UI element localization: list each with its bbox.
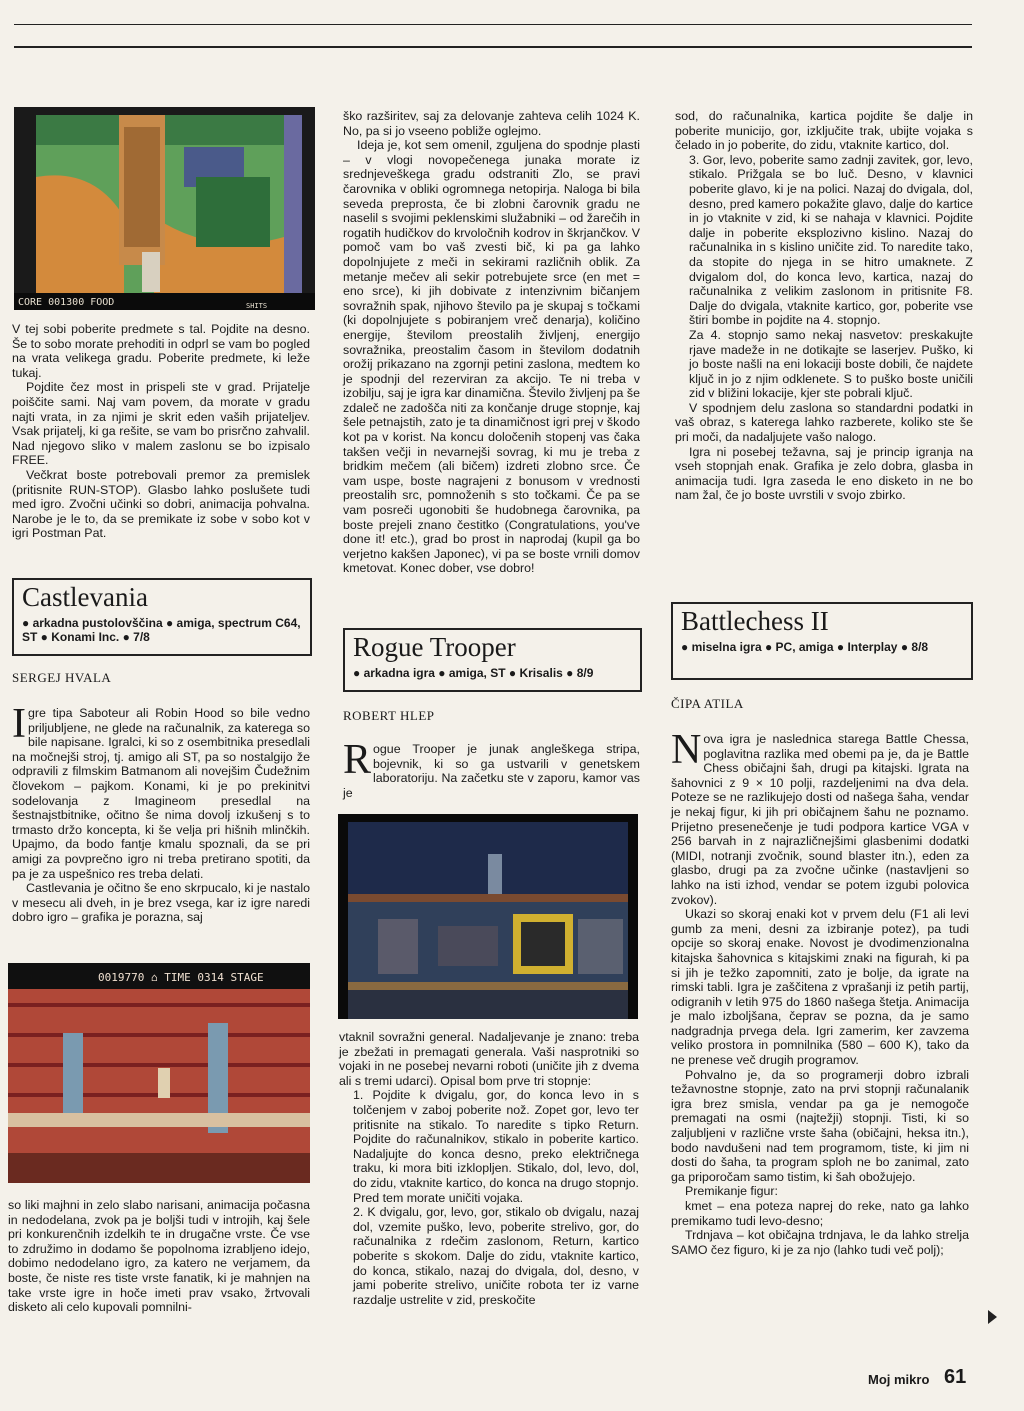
battlechess-header-box: [671, 602, 973, 680]
footer-magazine: Moj mikro: [868, 1372, 930, 1387]
paragraph: Pojdite čez most in prispeli ste v grad. Prijatelje poiščite sami. Naj vam povem, da morate v gradu najti vrata, in za njimi je skrit eden vaših prijateljev. Vsak prijatelj, ki ga rešite, se vam bo prisrčno zahvalil. Nad njegovo sliko v malem zaslonu se bo izpisalo FREE.: [12, 380, 310, 468]
hud-castlevania: 0019770 ⌂ TIME 0314 STAGE: [98, 971, 264, 984]
top-rule-thick: [14, 46, 972, 48]
top-rule: [14, 24, 972, 25]
castlevania-screenshot: [8, 963, 310, 1183]
paragraph: Ukazi so skoraj enaki kot v prvem delu (F1 ali levi gumb za meni, desni za izbiranje potez), pa tudi opcije so skoraj enake. Novost je dvodimenzionalna kitajska šahovnica s kitajskimi znaki na figurah, ki pa si jih je težko zapomniti, zato je bolje, da igrate na rimski tabli. Igra je zaščitena z vprašanji iz petih partij, odigranih v letih 975 do 1860 našega štetja. Animacija je malo izboljšana, čeprav se pozna, da je samo nadgradnja prvega dela. Igri zamerim, ker zavzema veliko prostora in pomnilnika (580 – 600 K), tako da ne prenese več drugih programov.: [671, 907, 969, 1068]
rogue-trooper-header-box: [343, 628, 642, 692]
rogue-trooper-text-continued: [339, 1030, 639, 1307]
battlechess-text: [671, 727, 969, 1257]
continue-arrow-icon: [988, 1310, 997, 1324]
hud-score: CORE 001300 FOOD: [18, 297, 115, 308]
paragraph: V tej sobi poberite predmete s tal. Pojdite na desno. Še to sobo morate prehoditi in odprl se vam bo pogled na vrata velikega gradu. Poberite predmete, ki leže tukaj.: [12, 322, 310, 380]
hud-label: SHITS: [246, 302, 268, 310]
paragraph: Trdnjava – kot običajna trdnjava, le da lahko strelja SAMO čez figuro, ki je za njo (lahko tudi več polj);: [671, 1228, 969, 1257]
paragraph: Igre tipa Saboteur ali Robin Hood so bile vedno priljubljene, ne glede na računalnik, za katerega so bile napisane. Igralci, ki so z osembitnika presedlali na močnejši stroj, tj. amigo ali ST, pa so nostalgijo že odpravili z filmskim Batmanom ali novejšim Čudežnim človekom – pajkom. Konami, ki je po prekinitvi sodelovanja z Imagineom presedlal na šestnajstbitnike, očitno še nima dovolj izkušenj s to trmasto držo koncepta, ki še velja pri hišnih mlinčkih. Upajmo, da bodo fantje kmalu spoznali, da se pri amigi za povprečno igro ni treba pretirano spotiti, da pa je za uspešnico res treba delati.: [12, 701, 310, 881]
article-meta: ● arkadna pustolovščina ● amiga, spectrum C64, ST ● Konami Inc. ● 7/8: [22, 616, 301, 644]
game-screenshot-top-art: [14, 107, 315, 310]
paragraph: Večkrat boste potrebovali premor za premislek (pritisnite RUN-STOP). Glasbo lahko poslušete tudi med igro. Zvočni učinki so dobri, animacija pohvalna. Narobe je le to, da se premikate iz sobe v sobo kot v igri Postman Pat.: [12, 467, 310, 541]
list-item: Za 4. stopnjo samo nekaj nasvetov: preskakujte rjave madeže in ne dotikajte se laserjev. Puško, ki jo boste našli na eni lokaciji boste dobili, če najdete ključ in jo z njim odklenete. S to puško boste uničili zid v bližini lokacije, kjer ste pobrali ključ.: [689, 327, 973, 401]
list-item: 3. Gor, levo, poberite samo zadnji zavitek, gor, levo, stikalo. Prižgala se bo luč. Desno, v klavnici poberite glavo, ki je na polici. Nazaj do dvigala, dol, desno, pred kamero pokažite glavo, dalje do kartice in jo vtaknite v zid, ki se nahaja v klavnici. Pojdite dalje in poberite eksplozivno kislino. Nazaj do računalnika in s kislino uničite zid. To naredite tako, da stopite do njega in se hitro umaknete. Z dvigalom dol, do konca levo, kartica, nazaj do računalnika z velikim zaslonom in pritisnite F8. Dalje do dvigala, vtaknite kartico, gor, poberite vse štiri bombe in pojdite na 4. stopnjo.: [689, 152, 973, 328]
paragraph: Ideja je, kot sem omenil, zguljena do spodnje plasti – v vlogi novopečenega junaka morate iz srednjeveškega gradu odstraniti Zlo, se pravi čarovnika v obliki ogromnega netopirja. Naloga bi bila seveda preprosta, če bi zlobni čarovnik gradu ne naselil s svojimi peklenskimi služabniki – od žarečih in rogatih hudičkov do krvoločnih kodrov in škrjančkov. V pomoč vam bo vaš zvesti bič, ki pa ga lahko dopolnjujete z meči in sekirami različnih oblik. Za metanje mečev ali sekir potrebujete srce (en met = eno srce), ki jih dobivate z intenzivnim bičanjem sovražnih spak, njihovo število pa je skupaj s točkami (ki dopolnjujete s pobiranjem vreč denarja), količino energije, številom preostalih življenj, energijo sovražnika, preostalim časom in številom dodatnih orožij prikazano na zgornji petini zaslona, medtem ko je spodnji del rezerviran za akcijo. Te ni treba v izobilju, saj je igra kar dinamična. Število življenj pa še zdaleč ne zadošča niti za končanje druge stopnje, kaj šele petnajstih, zato je ta dinamičnost igri prej v škodo kot pa v korist. Na koncu določenih stopenj vas čaka takšen večji in nevarnejši sovrag, ki mu je treba z bridkim mečem (ali bičem) izdreti zlobno srce. Če vam uspe, boste nagrajeni z bonusom v vrednosti preostalih src, pomnoženih s sto točkami. Če pa se vam posreči ugonobiti še hudobnega čarovnika, pa boste prejeli znano čestitko (Congratulations, you've done it! etc.), grad bo prost in naprodaj (kupil ga bo verjetno kakšen Japonec), vi pa se boste vrnili domov kmetovat. Konec dober, vse dobro!: [343, 138, 640, 576]
column-2-top: [343, 109, 640, 576]
list-item: 2. K dvigalu, gor, levo, gor, stikalo ob dvigalu, nazaj dol, vzemite puško, levo, poberite strelivo, gor, do računalnika z rdečim zaslonom, Return, kartico poberite s skokom. Dalje do zidu, vtaknite kartico, do konca, stikalo, nazaj do dvigala, dol, desno, v jami poberite strelivo, uničite robota ter iz varne razdalje ustrelite v zid, preskočite: [353, 1205, 639, 1307]
author: ROBERT HLEP: [343, 708, 435, 723]
article-meta: ● miselna igra ● PC, amiga ● Interplay ● 8/8: [681, 640, 929, 654]
castlevania-screenshot-art: [8, 963, 310, 1183]
paragraph: ško razširitev, saj za delovanje zahteva celih 1024 K. No, pa si jo vseeno pobliže oglejmo.: [343, 109, 640, 138]
paragraph: so liki majhni in zelo slabo narisani, animacija počasna in nedodelana, zvok pa je boljši tudi v introjih, kaj šele pri konkurenčnih izdelkih te in drugačne vrste. Če vse to združimo in dodamo še popolnoma izrabljeno idejo, dobimo nedodelano igro, za katero ne verjamem, da boste, če niste res tiste vrste fanatik, ki je mahnjen na take vrste igre in hoče imeti prav vsako, žrtvovali disketo ali celo kupovali pomnilni-: [8, 1198, 310, 1315]
paragraph: sod, do računalnika, kartica pojdite še dalje in poberite municijo, gor, izključite trak, ubijte vojaka s čeladо in jo poberite, do zidu, vtaknite kartico, dol.: [675, 109, 973, 153]
castlevania-text-bottom: [8, 1198, 310, 1315]
rogue-trooper-screenshot: [338, 814, 638, 1019]
paragraph: Castlevania je očitno še eno skrpucalo, ki je nastalo v mesecu ali dveh, in je brez vsega, kar iz igre naredi dobro igro – grafika je poraznа, saj: [12, 881, 310, 925]
paragraph: vtaknil sovražni general. Nadaljevanje je znano: treba je zbežati in premagati generala. Vaši nasprotniki so vojaki in ne posebej nevarni roboti (uničite jih z dvema ali s tremi udarci). Opisal bom prve tri stopnje:: [339, 1030, 639, 1088]
list-item: 1. Pojdite k dvigalu, gor, do konca levo in s tolčenjem v zaboj poberite nož. Zopet gor, levo ter pritisnite na stikalo. To naredite s tipko Return. Pojdite do računalnikov, stikalo in poberite kartico. Nadaljujte do konca desno, preko električnega traku, ki mora biti izklopljen. Stikalo, dol, levo, dol, do zidu, vtaknite kartico, do konca na drugo stopnjo. Pred tem morate uničiti vojaka.: [353, 1088, 639, 1205]
game-screenshot-top: [14, 107, 315, 310]
article-meta: ● arkadna igra ● amiga, ST ● Krisalis ● 8/9: [353, 666, 594, 680]
paragraph: Nova igra je naslednica starega Battle Chessa, poglavitna razlika med obemi pa je, da je Battle Chess običajni šah, drugi pa kitajski. Igrata na šahovnici z 9 × 10 polji, razdeljenimi na dva dela. Poteze se ne razlikujejo dosti od našega šaha, vendar je nekaj figur, ki jih pri običajnem šahu ne poznamo. Prijetno presenečenje je tudi podpora kartice VGA v 256 barvah in z najrazličnejšimi glasbenimi dodatki (MIDI, notranji zvočnik, sound blaster itn.), eden za glasbo, drugi pa za zvočne učinke (nastavljeni so lahko na isti izhod, vendar se potem izgubi polovica zvokov).: [671, 727, 969, 907]
paragraph: kmet – ena poteza naprej do reke, nato ga lahko premikamo tudi levo-desno;: [671, 1199, 969, 1228]
paragraph: V spodnjem delu zaslona so standardni podatki in vaš obraz, s katerega lahko razberete, koliko ste še pri moči, da nadaljujete vašo nalogo.: [675, 400, 973, 445]
author: SERGEJ HVALA: [12, 670, 112, 685]
article-title: Castlevania: [22, 582, 148, 612]
footer-page-number: 61: [944, 1366, 967, 1388]
castlevania-header-box: [12, 578, 312, 656]
paragraph: Premikanje figur:: [685, 1184, 778, 1199]
column-3-top: [675, 109, 973, 503]
article-title: Battlechess II: [681, 606, 829, 636]
article-title: Rogue Trooper: [353, 632, 516, 662]
column-1-top: [12, 322, 310, 541]
author: ČIPA ATILA: [671, 696, 744, 711]
rogue-trooper-screenshot-art: [338, 814, 638, 1019]
castlevania-text: [12, 701, 310, 925]
rogue-trooper-text: [343, 737, 640, 800]
paragraph: Pohvalno je, da so programerji dobro izbrali težavnostne stopnje, zato na prvi stopnji računalanik igra brez smisla, vendar pa ga je nemogoče premagati na osmi (najtežji) stopnji. Tisti, ki so zaljubljeni v različne vrste šaha (običajni, heksa itn.), bodo navdušeni nad tem programom, tiste, ki jim ni dosti do šaha, ta program sploh ne bo zanimal, zato ga priporočam samo tistim, ki šah obožujejo.: [671, 1067, 969, 1184]
paragraph: Igra ni posebej težavna, saj je princip igranja na vseh stopnjah enak. Grafika je zelo dobra, glasba in animacija tudi. Igra zaseda le eno disketo in ne bo nam žal, če jo boste uvrstili v svojo zbirko.: [675, 444, 973, 503]
paragraph: Rogue Trooper je junak angleškega stripa, bojevnik, ki so ga ustvarili v genetskem laboratoriju. Na začetku ste v zaporu, kamor vas je: [343, 737, 640, 800]
